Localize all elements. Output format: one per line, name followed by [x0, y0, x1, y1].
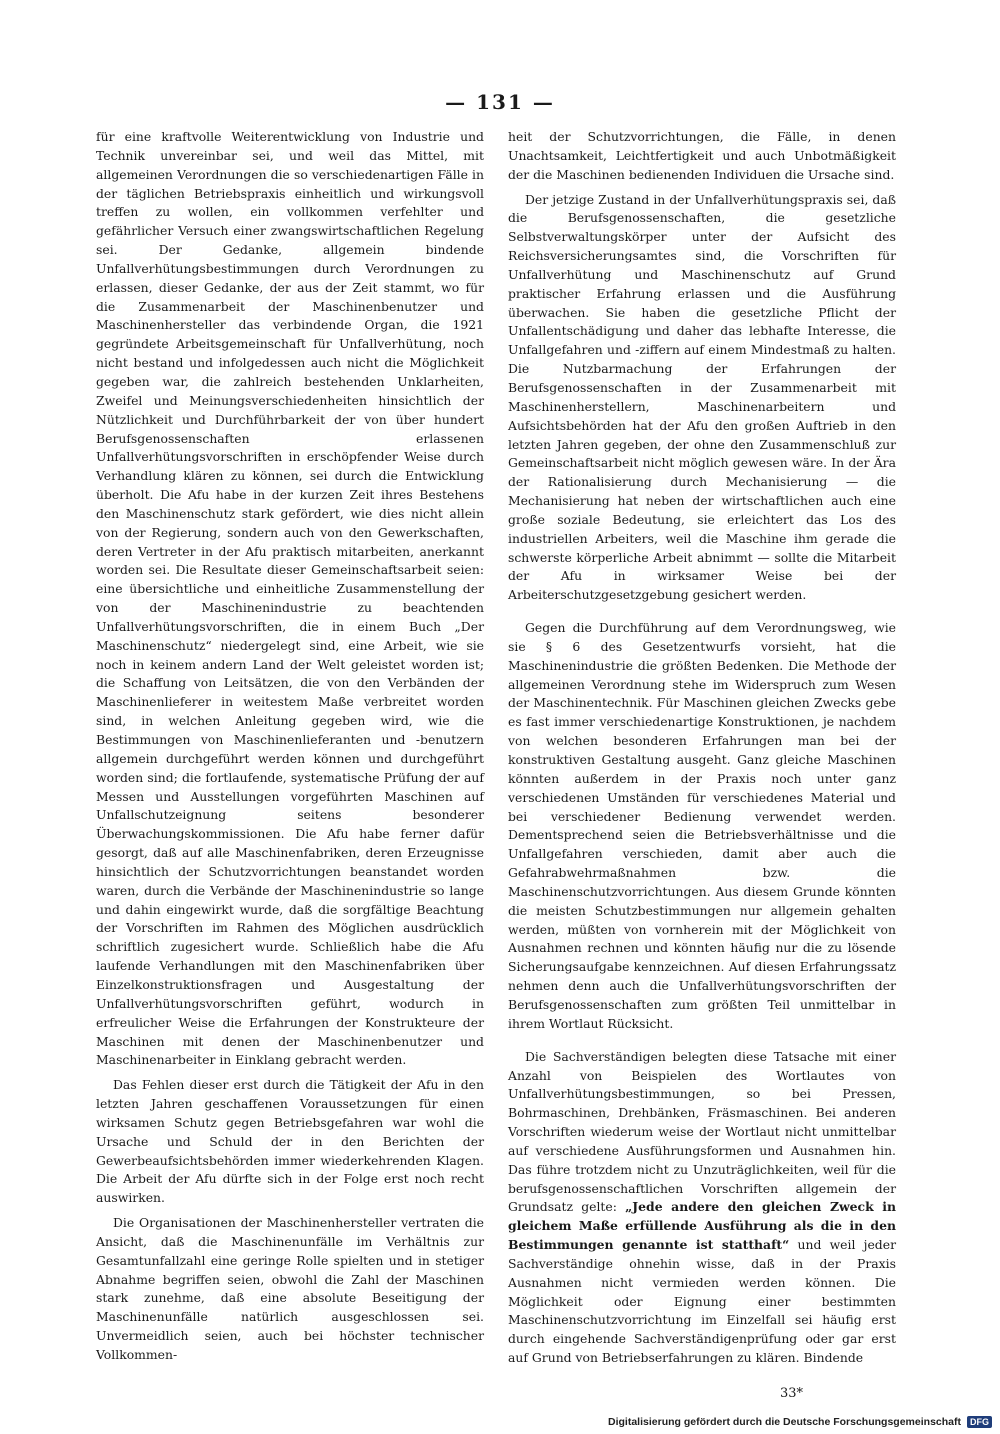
paragraph-right-2: Der jetzige Zustand in der Unfallverhütungspraxis sei, daß die Berufsgenossenschaften, die gesetzliche Selbstverwaltungskörper unter der Aufsicht des Reichsversicherungsamtes sind, die Vorschriften für Unfallverhütung und Maschinenschutz auf Grund praktischer Erfahrung erlassen und die Ausführung überwachen. Sie haben die gesetzliche Pflicht der Unfallentschädigung und daher das lebhafte Interesse, die Unfallgefahren und -ziffern auf einem Mindestmaß zu halten. Die Nutzbarmachung der Erfahrungen der Berufsgenossenschaften in der Zusammenarbeit mit Maschinenherstellern, Maschinenarbeitern und Aufsichtsbehörden hat der Afu den großen Auftrieb in den letzten Jahren gegeben, der ohne den Zusammenschluß zur Gemeinschaftsarbeit nicht möglich gewesen wäre. In der Ära der Rationalisierung durch Mechanisierung — die Mechanisierung hat neben der wirtschaftlichen auch eine große soziale Bedeutung, sie erleichtert das Los des industriellen Arbeiters, weil die Maschine ihm gerade die schwerste körperliche Arbeit abnimmt — sollte die Mitarbeit der Afu in wirksamer Weise bei der Arbeiterschutzgesetzgebung gesichert werden.: [508, 191, 896, 603]
paragraph-right-4: [508, 1048, 896, 1368]
right-column: [508, 128, 896, 1368]
footer-bar: [608, 1416, 1000, 1434]
dfg-logo-icon: DFG: [967, 1416, 992, 1428]
paragraph-right-1: heit der Schutzvorrichtungen, die Fälle, in denen Unachtsamkeit, Leichtfertigkeit und auch Unbotmäßigkeit der die Maschinen bedienenden Individuen die Ursache sind.: [508, 129, 896, 182]
paragraph-left-1: für eine kraftvolle Weiterentwicklung von Industrie und Technik unvereinbar sei, und weil das Mittel, mit allgemeinen Verordnungen die so verschiedenartigen Fälle in der täglichen Betriebspraxis einheitlich und wirkungsvoll treffen zu wollen, ein vollkommen verfehlter und gefährlicher Versuch einer zwangswirtschaftlichen Regelung sei. Der Gedanke, allgemein bindende Unfallverhütungsbestimmungen durch Verordnungen zu erlassen, dieser Gedanke, der aus der Zeit stammt, wo für die Zusammenarbeit der Maschinenbenutzer und Maschinenhersteller das verbindende Organ, die 1921 gegründete Arbeitsgemeinschaft für Unfallverhütung, noch nicht bestand und infolgedessen auch nicht die Möglichkeit gegeben war, die zahlreich bestehenden Unklarheiten, Zweifel und Meinungsverschiedenheiten hinsichtlich der Nützlichkeit und Durchführbarkeit der von über hundert Berufsgenossenschaften erlassenen Unfallverhütungsvorschriften in erschöpfender Weise durch Verhandlung klären zu können, sei durch die Entwicklung überholt. Die Afu habe in der kurzen Zeit ihres Bestehens den Maschinenschutz stark gefördert, wie dies nicht allein von der Regierung, sondern auch von den Gewerkschaften, deren Vertreter in der Afu praktisch mitarbeiten, anerkannt worden sei. Die Resultate dieser Gemeinschaftsarbeit seien: eine übersichtliche und einheitliche Zusammenstellung der von der Maschinenindustrie zu beachtenden Unfallverhütungsvorschriften, die in einem Buch „Der Maschinenschutz“ niedergelegt sind, eine Arbeit, wie sie noch in keinem andern Land der Welt geleistet worden ist; die Schaffung von Leitsätzen, die von den Verbänden der Maschinenlieferer in weitestem Maße verbreitet worden sind, in welchen Anleitung gegeben wird, wie die Bestimmungen von Maschinenlieferanten und -benutzern allgemein durchgeführt werden können und durchgeführt worden sind; die fortlaufende, systematische Prüfung der auf Messen und Ausstellungen vorgeführten Maschinen auf Unfallschutzeignung seitens besonderer Überwachungskommissionen. Die Afu habe ferner dafür gesorgt, daß auf alle Maschinenfabriken, deren Erzeugnisse hinsichtlich der Schutzvorrichtungen beanstandet worden waren, durch die Verbände der Maschinenindustrie so lange und dahin eingewirkt wurde, daß die sorgfältige Beachtung der Vorschriften im Rahmen des Möglichen ausdrücklich schriftlich zugesichert wurde. Schließlich habe die Afu laufende Verhandlungen mit den Maschinenfabriken über Einzelkonstruktionsfragen und Ausgestaltung der Unfallverhütungsvorschriften geführt, wodurch in erfreulicher Weise die Erfahrungen der Konstrukteure der Maschinen mit denen der Maschinenbenutzer und Maschinenarbeiter in Einklang gebracht werden.: [96, 129, 484, 1068]
paragraph-left-3: Die Organisationen der Maschinenhersteller vertraten die Ansicht, daß die Maschinenunfälle im Verhältnis zur Gesamtunfallzahl eine geringe Rolle spielten und in stetiger Abnahme begriffen seien, obwohl die Zahl der Maschinen stark zunehme, daß eine absolute Beseitigung der Maschinenunfälle natürlich ausgeschlossen sei. Unvermeidlich seien, auch bei höchster technischer Vollkommen-: [96, 1215, 484, 1362]
paragraph-right-4-text: Die Sachverständigen belegten diese Tatsache mit einer Anzahl von Beispielen des Wortlautes von Unfallverhütungsbestimmungen, so bei Pressen, Bohrmaschinen, Drehbänken, Fräsmaschinen. Bei anderen Vorschriften wiederum weise der Wortlaut nicht unmittelbar auf verschiedene Ausführungsformen und Ausnahmen hin. Das führe trotzdem nicht zu Unzuträglichkeiten, weil für die berufsgenossenschaftlichen Vorschriften allgemein der Grundsatz gelte:: [508, 1048, 896, 1215]
footer-text: Digitalisierung gefördert durch die Deutsche Forschungsgemeinschaft: [608, 1416, 961, 1428]
footnote-mark: 33*: [780, 1386, 804, 1401]
paragraph-left-2: Das Fehlen dieser erst durch die Tätigkeit der Afu in den letzten Jahren geschaffenen Voraussetzungen für einen wirksamen Schutz gegen Betriebsgefahren war wohl die Ursache und Schuld der in den Berichten der Gewerbeaufsichtsbehörden immer wiederkehrenden Klagen. Die Arbeit der Afu dürfte sich in der Folge erst noch recht auswirken.: [96, 1077, 484, 1206]
page-number: — 131 —: [445, 90, 555, 114]
paragraph-right-3: Gegen die Durchführung auf dem Verordnungsweg, wie sie § 6 des Gesetzentwurfs vorsieht, hat die Maschinenindustrie die größten Bedenken. Die Methode der allgemeinen Verordnung stehe im Widerspruch zum Wesen der Maschinentechnik. Für Maschinen gleichen Zwecks gebe es fast immer verschiedenartige Konstruktionen, je nachdem von welchen besonderen Erfahrungen man bei der konstruktiven Gestaltung ausgeht. Ganz gleiche Maschinen könnten außerdem in der Praxis noch unter ganz verschiedenen Umständen für verschiedenes Material und bei verschiedener Bedienung verwendet werden. Dementsprechend seien die Betriebsverhältnisse und die Unfallgefahren verschieden, damit aber auch die Gefahrabwehrmaßnahmen bzw. die Maschinenschutzvorrichtungen. Aus diesem Grunde könnten die meisten Schutzbestimmungen nur allgemein gehalten werden, müßten von vornherein mit der Möglichkeit von Ausnahmen rechnen und könnten häufig nur die zu lösende Sicherungsaufgabe kennzeichnen. Auf diesen Erfahrungssatz nehmen denn auch die Unfallverhütungsvorschriften der Berufsgenossenschaften zum größten Teil unmittelbar in ihrem Wortlaut Rücksicht.: [508, 620, 896, 1031]
bold-quote: „Jede andere den gleichen Zweck in gleichem Maße erfüllende Ausführung als die in den Bestimmungen genannte ist statthaft“: [508, 1199, 896, 1253]
left-column: [96, 128, 484, 1365]
paragraph-right-4-rest: und weil jeder Sachverständige ohnehin wisse, daß in der Praxis Ausnahmen nicht vermieden werden können. Die Möglichkeit oder Eignung einer bestimmten Maschinenschutzvorrichtung im Einzelfall sei häufig erst durch eingehende Sachverständigenprüfung oder gar erst auf Grund von Betriebserfahrungen zu klären. Bindende: [508, 1237, 896, 1366]
